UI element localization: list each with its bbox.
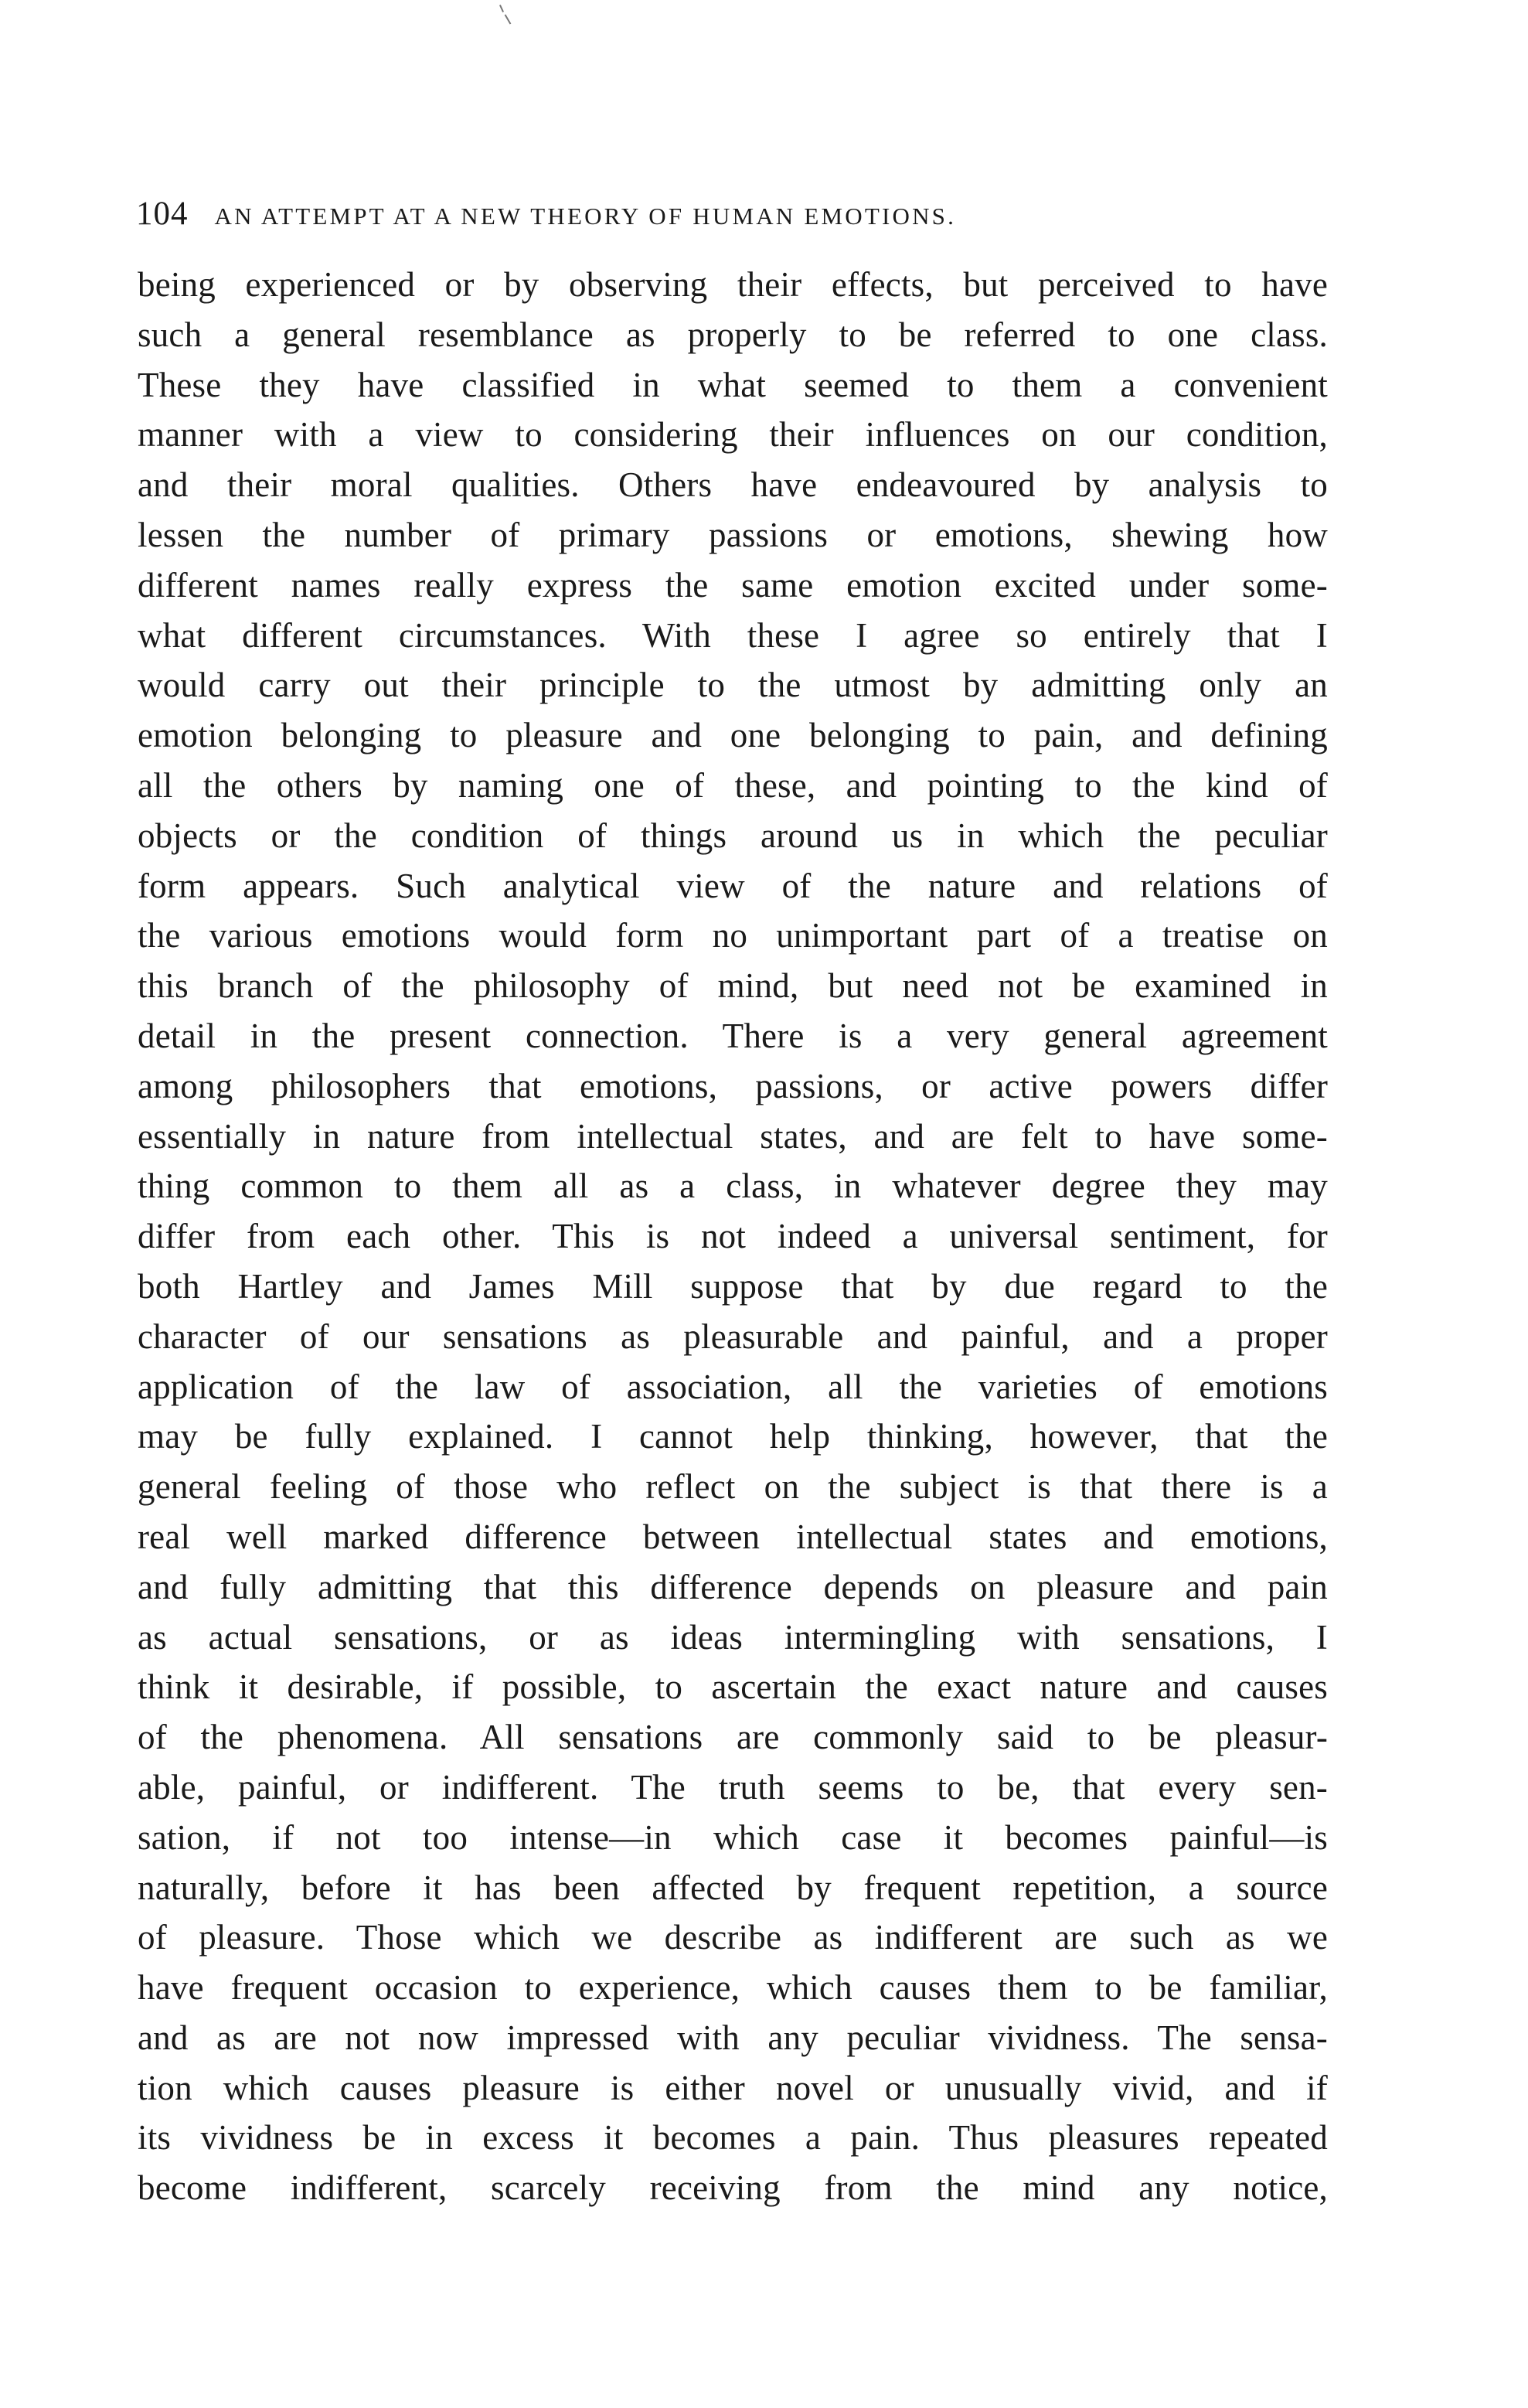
text-line: form appears. Such analytical view of the nature and relations of [138, 866, 1328, 905]
text-line: able, painful, or indifferent. The truth seems to be, that every sen- [138, 1767, 1328, 1807]
page-number: 104 [136, 196, 189, 232]
text-line: may be fully explained. I cannot help thinking, however, that the [138, 1417, 1328, 1456]
text-line: of the phenomena. All sensations are commonly said to be pleasur- [138, 1718, 1328, 1757]
text-line: and their moral qualities. Others have endeavoured by analysis to [138, 465, 1328, 505]
text-line: and as are not now impressed with any peculiar vividness. The sensa- [138, 2018, 1328, 2057]
scan-mark [499, 5, 504, 12]
running-title: AN ATTEMPT AT A NEW THEORY OF HUMAN EMOTIONS. [214, 203, 957, 230]
text-line: think it desirable, if possible, to ascertain the exact nature and causes [138, 1667, 1328, 1707]
text-line: sation, if not too intense—in which case it becomes painful—is [138, 1817, 1328, 1857]
text-line: among philosophers that emotions, passions, or active powers differ [138, 1066, 1328, 1105]
body-text [138, 260, 1328, 2213]
text-line: both Hartley and James Mill suppose that by due regard to the [138, 1266, 1328, 1306]
text-line: character of our sensations as pleasurable and painful, and a proper [138, 1316, 1328, 1356]
text-line: become indifferent, scarcely receiving from the mind any notice, [138, 2168, 1328, 2208]
text-line: essentially in nature from intellectual states, and are felt to have some- [138, 1116, 1328, 1156]
text-line: have frequent occasion to experience, which causes them to be familiar, [138, 1968, 1328, 2008]
text-line: manner with a view to considering their influences on our condition, [138, 415, 1328, 455]
text-line: this branch of the philosophy of mind, but need not be examined in [138, 966, 1328, 1006]
text-line: lessen the number of primary passions or emotions, shewing how [138, 515, 1328, 554]
text-line: tion which causes pleasure is either novel or unusually vivid, and if [138, 2068, 1328, 2107]
text-line: real well marked difference between intellectual states and emotions, [138, 1517, 1328, 1556]
text-line: such a general resemblance as properly to be referred to one class. [138, 315, 1328, 354]
text-line: differ from each other. This is not indeed a universal sentiment, for [138, 1217, 1328, 1256]
text-line: the various emotions would form no unimportant part of a treatise on [138, 916, 1328, 955]
text-line: detail in the present connection. There is a very general agreement [138, 1016, 1328, 1055]
text-line: of pleasure. Those which we describe as indifferent are such as we [138, 1918, 1328, 1957]
text-line: emotion belonging to pleasure and one belonging to pain, and defining [138, 716, 1328, 755]
text-line: its vividness be in excess it becomes a pain. Thus pleasures repeated [138, 2118, 1328, 2158]
text-line: naturally, before it has been affected by frequent repetition, a source [138, 1868, 1328, 1907]
text-line: what different circumstances. With these I agree so entirely that I [138, 615, 1328, 655]
running-head [136, 195, 1326, 241]
text-line: objects or the condition of things around us in which the peculiar [138, 816, 1328, 855]
text-line: all the others by naming one of these, and pointing to the kind of [138, 765, 1328, 805]
text-line: thing common to them all as a class, in whatever degree they may [138, 1167, 1328, 1206]
text-line: would carry out their principle to the utmost by admitting only an [138, 666, 1328, 705]
text-line: and fully admitting that this difference depends on pleasure and pain [138, 1567, 1328, 1606]
text-line: general feeling of those who reflect on the subject is that there is a [138, 1467, 1328, 1507]
text-line: application of the law of association, all the varieties of emotions [138, 1367, 1328, 1406]
text-line: being experienced or by observing their effects, but perceived to have [138, 265, 1328, 304]
text-line: as actual sensations, or as ideas intermingling with sensations, I [138, 1617, 1328, 1657]
text-line: different names really express the same emotion excited under some- [138, 565, 1328, 605]
scan-mark [505, 14, 512, 24]
text-line: These they have classified in what seemed to them a convenient [138, 365, 1328, 404]
